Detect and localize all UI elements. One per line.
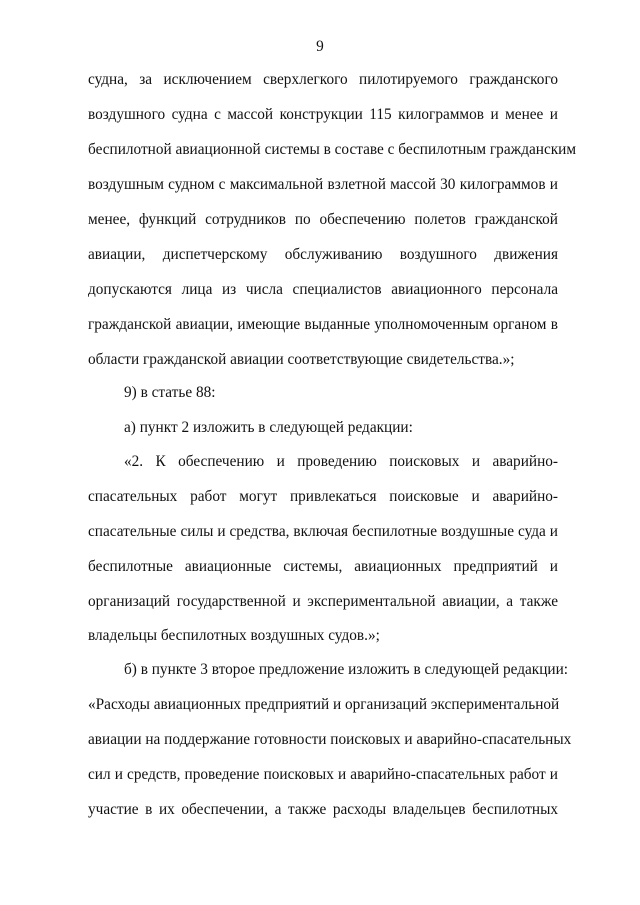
text-line: организаций государственной и экспериментальной авиации, а также: [88, 593, 558, 610]
text-line: «Расходы авиационных предприятий и организаций экспериментальной: [88, 696, 560, 713]
text-line: беспилотные авиационные системы, авиационных предприятий и: [88, 558, 558, 575]
text-line: владельцы беспилотных воздушных судов.»;: [88, 627, 380, 644]
text-line: сил и средств, проведение поисковых и аварийно-спасательных работ и: [88, 766, 558, 783]
page-number: 9: [316, 38, 324, 55]
text-line: «2. К обеспечению и проведению поисковых и аварийно-: [124, 453, 558, 470]
text-line: авиации, диспетчерскому обслуживанию воздушного движения: [88, 246, 558, 263]
text-line: судна, за исключением сверхлегкого пилотируемого гражданского: [88, 71, 558, 88]
text-line: менее, функций сотрудников по обеспечению полетов гражданской: [88, 211, 558, 228]
list-subitem: а) пункт 2 изложить в следующей редакции:: [124, 419, 413, 436]
text-line: воздушного судна с массой конструкции 115 килограммов и менее и: [88, 106, 558, 123]
list-item-heading: 9) в статье 88:: [124, 384, 216, 401]
text-line: авиации на поддержание готовности поисковых и аварийно-спасательных: [88, 731, 572, 748]
text-line: области гражданской авиации соответствующие свидетельства.»;: [88, 351, 515, 368]
text-line: участие в их обеспечении, а также расходы владельцев беспилотных: [88, 801, 558, 818]
text-line: допускаются лица из числа специалистов авиационного персонала: [88, 281, 558, 298]
text-line: гражданской авиации, имеющие выданные уполномоченным органом в: [88, 316, 558, 333]
text-line: спасательные силы и средства, включая беспилотные воздушные суда и: [88, 523, 558, 540]
text-line: беспилотной авиационной системы в составе с беспилотным гражданским: [88, 141, 577, 158]
text-line: воздушным судном с максимальной взлетной массой 30 килограммов и: [88, 176, 558, 193]
text-line: спасательных работ могут привлекаться поисковые и аварийно-: [88, 488, 558, 505]
list-subitem: б) в пункте 3 второе предложение изложить в следующей редакции:: [124, 661, 569, 678]
